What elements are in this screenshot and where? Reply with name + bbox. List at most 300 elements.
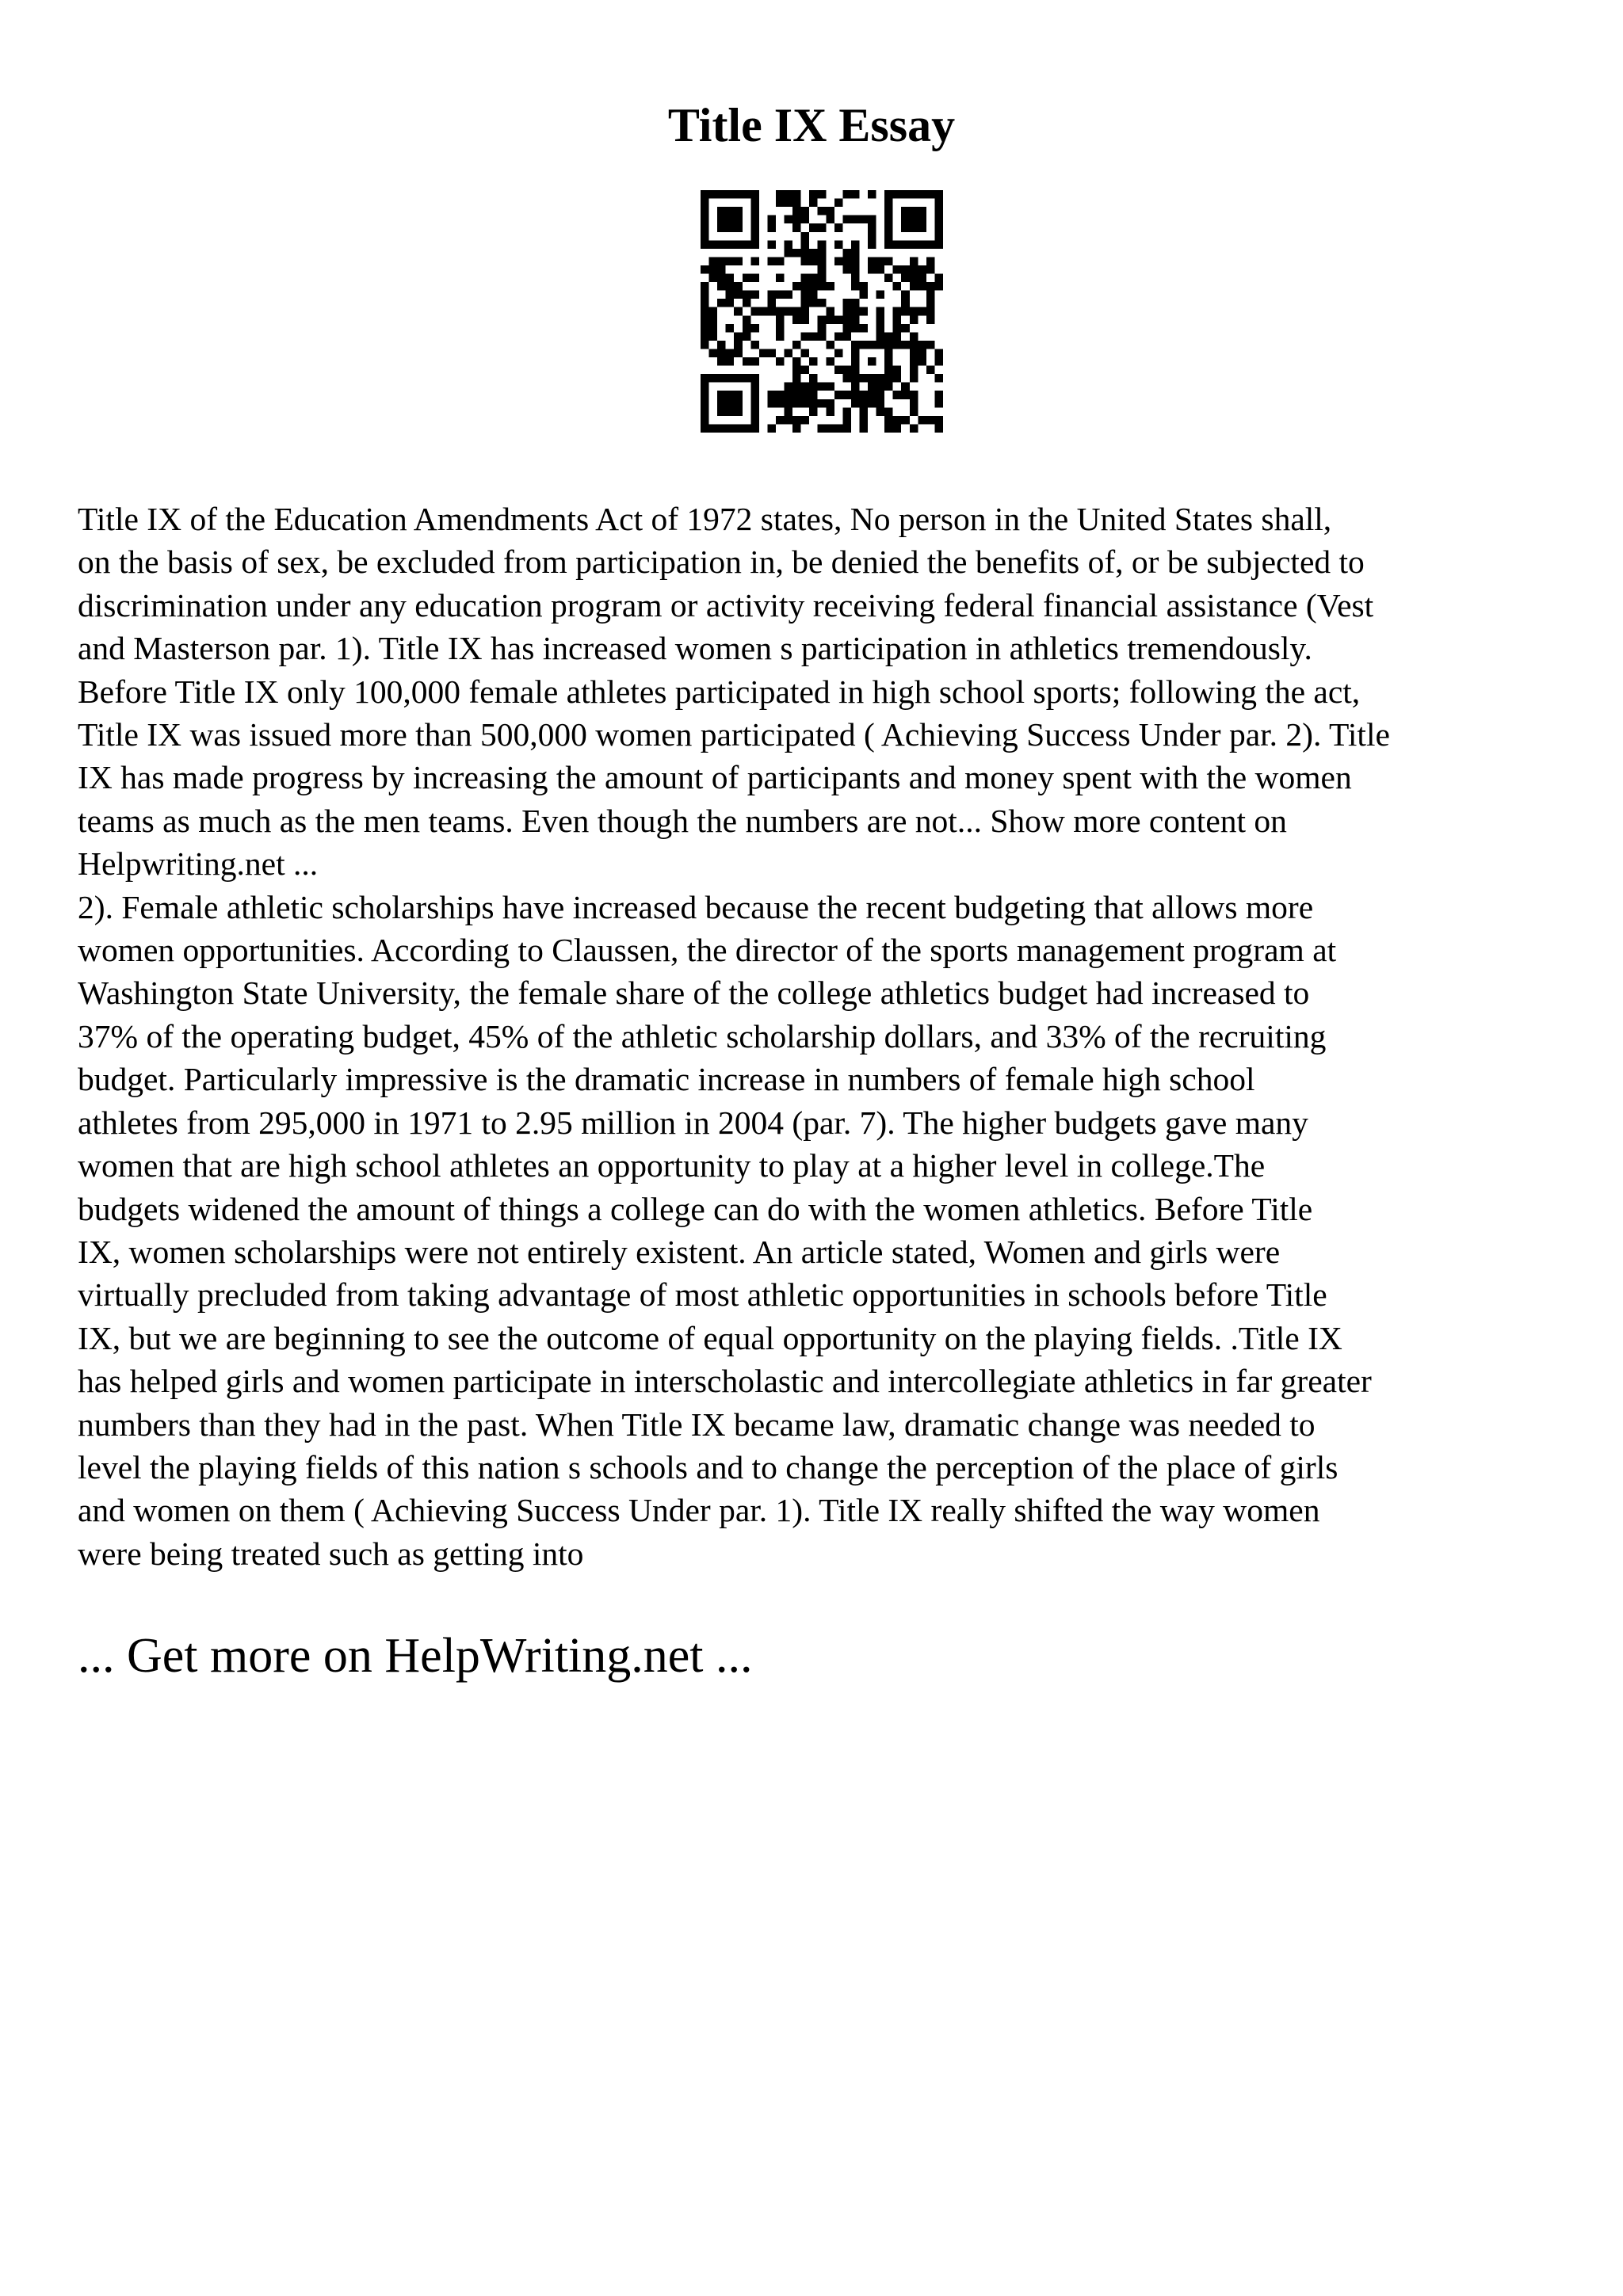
qr-module bbox=[792, 391, 801, 399]
essay-line: 37% of the operating budget, 45% of the athletic scholarship dollars, and 33% of the recruiting bbox=[78, 1017, 1327, 1055]
qr-module bbox=[868, 383, 876, 391]
essay-line: women opportunities. According to Claussen, the director of the sports management program at bbox=[78, 932, 1337, 969]
qr-module bbox=[734, 257, 743, 265]
qr-module bbox=[851, 257, 860, 265]
essay-line: IX, but we are beginning to see the outcome of equal opportunity on the playing fields. .Title IX bbox=[78, 1319, 1342, 1356]
qr-module bbox=[926, 315, 935, 324]
qr-module bbox=[726, 223, 735, 232]
essay-body bbox=[78, 498, 1568, 1575]
qr-module bbox=[901, 223, 910, 232]
qr-module bbox=[709, 324, 718, 333]
qr-module bbox=[809, 199, 818, 208]
qr-module bbox=[893, 307, 902, 316]
qr-module bbox=[792, 223, 801, 232]
qr-module bbox=[826, 341, 834, 349]
qr-module bbox=[868, 391, 876, 399]
qr-module bbox=[726, 207, 735, 215]
qr-module bbox=[884, 232, 893, 241]
qr-module bbox=[717, 274, 726, 283]
qr-module bbox=[734, 374, 743, 383]
qr-module bbox=[743, 240, 751, 249]
qr-module bbox=[859, 215, 868, 224]
qr-module bbox=[792, 357, 801, 366]
qr-module bbox=[785, 399, 793, 408]
qr-module bbox=[851, 215, 860, 224]
qr-module bbox=[801, 332, 810, 341]
qr-module bbox=[851, 357, 860, 366]
qr-module bbox=[701, 291, 709, 299]
qr-module bbox=[801, 399, 810, 408]
qr-module bbox=[884, 416, 893, 425]
qr-module bbox=[767, 399, 776, 408]
qr-module bbox=[743, 291, 751, 299]
qr-module bbox=[859, 324, 868, 333]
qr-module bbox=[726, 407, 735, 416]
qr-module bbox=[734, 207, 743, 215]
qr-module bbox=[767, 215, 776, 224]
qr-module bbox=[859, 424, 868, 433]
qr-module bbox=[801, 383, 810, 391]
essay-line: and women on them ( Achieving Success Under par. 1). Title IX really shifted the way women bbox=[78, 1492, 1320, 1529]
qr-code-icon bbox=[701, 190, 943, 433]
essay-line: numbers than they had in the past. When Title IX became law, dramatic change was needed to bbox=[78, 1405, 1316, 1443]
qr-module bbox=[918, 282, 926, 291]
qr-module bbox=[709, 190, 718, 199]
qr-module bbox=[876, 332, 885, 341]
qr-module bbox=[776, 332, 785, 341]
qr-module bbox=[901, 265, 910, 274]
qr-module bbox=[918, 240, 926, 249]
qr-module bbox=[901, 215, 910, 224]
qr-module bbox=[750, 374, 759, 383]
qr-module bbox=[918, 265, 926, 274]
qr-module bbox=[893, 391, 902, 399]
qr-module bbox=[884, 383, 893, 391]
qr-module bbox=[809, 374, 818, 383]
qr-module bbox=[842, 324, 851, 333]
qr-module bbox=[818, 190, 827, 199]
qr-module bbox=[834, 424, 843, 433]
qr-module bbox=[785, 291, 793, 299]
qr-module bbox=[726, 190, 735, 199]
qr-module bbox=[884, 374, 893, 383]
qr-module bbox=[868, 223, 876, 232]
qr-module bbox=[701, 240, 709, 249]
qr-module bbox=[918, 274, 926, 283]
qr-module bbox=[801, 207, 810, 215]
qr-module bbox=[726, 424, 735, 433]
qr-module bbox=[750, 383, 759, 391]
qr-module bbox=[750, 232, 759, 241]
qr-module bbox=[851, 374, 860, 383]
get-more-link[interactable]: ... Get more on HelpWriting.net ... bbox=[78, 1629, 753, 1683]
qr-module bbox=[717, 223, 726, 232]
qr-module bbox=[792, 249, 801, 257]
qr-module bbox=[750, 399, 759, 408]
essay-line: has helped girls and women participate in interscholastic and intercollegiate athletics in far greater bbox=[78, 1363, 1372, 1400]
qr-module bbox=[893, 374, 902, 383]
qr-module bbox=[734, 349, 743, 357]
qr-module bbox=[767, 307, 776, 316]
qr-module bbox=[934, 215, 943, 224]
qr-module bbox=[884, 240, 893, 249]
qr-module bbox=[876, 324, 885, 333]
qr-module bbox=[792, 399, 801, 408]
qr-module bbox=[801, 215, 810, 224]
essay-line: budget. Particularly impressive is the dramatic increase in numbers of female high school bbox=[78, 1061, 1255, 1098]
qr-module bbox=[709, 424, 718, 433]
essay-line: Helpwriting.net ... bbox=[78, 845, 319, 883]
qr-module bbox=[726, 324, 735, 333]
qr-module bbox=[701, 215, 709, 224]
qr-module bbox=[859, 374, 868, 383]
qr-module bbox=[792, 199, 801, 208]
essay-line: Washington State University, the female share of the college athletics budget had increased to bbox=[78, 974, 1310, 1012]
qr-module bbox=[884, 332, 893, 341]
qr-module bbox=[726, 391, 735, 399]
qr-module bbox=[785, 416, 793, 425]
qr-module bbox=[826, 383, 834, 391]
qr-module bbox=[809, 257, 818, 265]
qr-module bbox=[851, 282, 860, 291]
essay-line: women that are high school athletes an opportunity to play at a higher level in college.The bbox=[78, 1147, 1266, 1184]
qr-module bbox=[910, 240, 918, 249]
qr-module bbox=[893, 416, 902, 425]
qr-module bbox=[801, 282, 810, 291]
qr-module bbox=[901, 391, 910, 399]
qr-module bbox=[826, 215, 834, 224]
qr-module bbox=[759, 349, 768, 357]
qr-module bbox=[918, 416, 926, 425]
qr-module bbox=[876, 341, 885, 349]
qr-module bbox=[842, 257, 851, 265]
essay-line: level the playing fields of this nation s schools and to change the perception of the place of girls bbox=[78, 1448, 1338, 1486]
qr-module bbox=[734, 399, 743, 408]
qr-module bbox=[893, 282, 902, 291]
qr-module bbox=[701, 332, 709, 341]
qr-module bbox=[876, 391, 885, 399]
qr-module bbox=[701, 424, 709, 433]
qr-module bbox=[801, 416, 810, 425]
qr-module bbox=[701, 391, 709, 399]
qr-module bbox=[809, 249, 818, 257]
qr-module bbox=[750, 274, 759, 283]
qr-module bbox=[818, 399, 827, 408]
qr-module bbox=[750, 199, 759, 208]
qr-module bbox=[884, 257, 893, 265]
qr-module bbox=[901, 207, 910, 215]
qr-module bbox=[826, 399, 834, 408]
qr-module bbox=[701, 307, 709, 316]
qr-module bbox=[776, 190, 785, 199]
qr-module bbox=[743, 190, 751, 199]
qr-module bbox=[926, 240, 935, 249]
qr-module bbox=[876, 307, 885, 316]
qr-module bbox=[876, 407, 885, 416]
qr-module bbox=[792, 307, 801, 316]
qr-module bbox=[918, 307, 926, 316]
qr-module bbox=[918, 341, 926, 349]
qr-module bbox=[868, 265, 876, 274]
qr-module bbox=[901, 416, 910, 425]
qr-module bbox=[717, 399, 726, 408]
qr-module bbox=[809, 391, 818, 399]
qr-module bbox=[750, 257, 759, 265]
qr-module bbox=[842, 374, 851, 383]
qr-module bbox=[743, 315, 751, 324]
qr-module bbox=[826, 424, 834, 433]
qr-module bbox=[842, 215, 851, 224]
qr-module bbox=[834, 240, 843, 249]
qr-module bbox=[726, 399, 735, 408]
qr-module bbox=[876, 399, 885, 408]
qr-module bbox=[709, 315, 718, 324]
qr-module bbox=[734, 240, 743, 249]
qr-module bbox=[701, 223, 709, 232]
qr-module bbox=[750, 357, 759, 366]
qr-module bbox=[709, 274, 718, 283]
qr-module bbox=[859, 399, 868, 408]
qr-module bbox=[859, 282, 868, 291]
qr-module bbox=[934, 391, 943, 399]
essay-line: IX has made progress by increasing the amount of participants and money spent with the women bbox=[78, 759, 1352, 796]
qr-module bbox=[801, 257, 810, 265]
qr-module bbox=[893, 324, 902, 333]
qr-module bbox=[717, 190, 726, 199]
qr-module bbox=[868, 374, 876, 383]
qr-module bbox=[842, 265, 851, 274]
qr-module bbox=[767, 391, 776, 399]
qr-module bbox=[801, 240, 810, 249]
qr-module bbox=[884, 349, 893, 357]
qr-module bbox=[776, 391, 785, 399]
qr-module bbox=[743, 424, 751, 433]
qr-module bbox=[910, 315, 918, 324]
qr-module bbox=[801, 249, 810, 257]
qr-module bbox=[876, 383, 885, 391]
qr-module bbox=[893, 332, 902, 341]
qr-module bbox=[717, 349, 726, 357]
qr-module bbox=[785, 199, 793, 208]
qr-module bbox=[734, 307, 743, 316]
qr-module bbox=[701, 315, 709, 324]
essay-line: and Masterson par. 1). Title IX has increased women s participation in athletics tremendously. bbox=[78, 630, 1312, 667]
qr-module bbox=[809, 407, 818, 416]
qr-module bbox=[893, 190, 902, 199]
qr-module bbox=[893, 366, 902, 375]
qr-module bbox=[910, 374, 918, 383]
qr-module bbox=[726, 374, 735, 383]
qr-module bbox=[818, 274, 827, 283]
qr-module bbox=[834, 332, 843, 341]
qr-module bbox=[709, 265, 718, 274]
qr-module bbox=[910, 207, 918, 215]
qr-module bbox=[859, 291, 868, 299]
qr-module bbox=[851, 240, 860, 249]
qr-module bbox=[842, 416, 851, 425]
qr-module bbox=[876, 265, 885, 274]
qr-module bbox=[901, 240, 910, 249]
qr-module bbox=[734, 282, 743, 291]
qr-module bbox=[726, 282, 735, 291]
qr-module bbox=[918, 207, 926, 215]
qr-module bbox=[750, 240, 759, 249]
page-title: Title IX Essay bbox=[667, 99, 956, 151]
qr-module bbox=[743, 299, 751, 307]
qr-module bbox=[767, 257, 776, 265]
qr-module bbox=[776, 416, 785, 425]
qr-module bbox=[701, 199, 709, 208]
essay-line: 2). Female athletic scholarships have increased because the recent budgeting that allows more bbox=[78, 888, 1314, 925]
qr-module bbox=[884, 357, 893, 366]
qr-module bbox=[918, 349, 926, 357]
essay-line: Before Title IX only 100,000 female athletes participated in high school sports; following the act, bbox=[78, 673, 1361, 710]
qr-module bbox=[818, 265, 827, 274]
qr-module bbox=[734, 332, 743, 341]
qr-module bbox=[717, 257, 726, 265]
qr-module bbox=[868, 190, 876, 199]
qr-module bbox=[750, 223, 759, 232]
qr-module bbox=[934, 374, 943, 383]
qr-module bbox=[934, 424, 943, 433]
qr-module bbox=[726, 215, 735, 224]
qr-module bbox=[709, 332, 718, 341]
qr-module bbox=[726, 274, 735, 283]
qr-module bbox=[717, 207, 726, 215]
qr-module bbox=[934, 357, 943, 366]
qr-module bbox=[859, 407, 868, 416]
qr-module bbox=[818, 315, 827, 324]
qr-module bbox=[734, 341, 743, 349]
qr-module bbox=[818, 424, 827, 433]
qr-module bbox=[910, 366, 918, 375]
qr-module bbox=[750, 416, 759, 425]
qr-module bbox=[726, 291, 735, 299]
qr-module bbox=[801, 307, 810, 316]
qr-module bbox=[818, 332, 827, 341]
qr-module bbox=[818, 223, 827, 232]
qr-module bbox=[851, 299, 860, 307]
qr-module bbox=[826, 282, 834, 291]
qr-module bbox=[818, 282, 827, 291]
qr-module bbox=[926, 190, 935, 199]
qr-module bbox=[851, 391, 860, 399]
qr-module bbox=[851, 349, 860, 357]
qr-module bbox=[792, 374, 801, 383]
qr-module bbox=[934, 199, 943, 208]
qr-module bbox=[910, 223, 918, 232]
qr-module bbox=[876, 315, 885, 324]
qr-module bbox=[926, 366, 935, 375]
essay-line: Title IX of the Education Amendments Act of 1972 states, No person in the United States shall, bbox=[78, 501, 1332, 537]
qr-module bbox=[801, 232, 810, 241]
qr-module bbox=[926, 265, 935, 274]
qr-module bbox=[809, 332, 818, 341]
qr-module bbox=[767, 424, 776, 433]
qr-module bbox=[776, 257, 785, 265]
qr-module bbox=[851, 190, 860, 199]
qr-module bbox=[934, 399, 943, 408]
qr-module bbox=[792, 207, 801, 215]
qr-module bbox=[709, 349, 718, 357]
qr-module bbox=[792, 341, 801, 349]
qr-module bbox=[842, 366, 851, 375]
qr-module bbox=[717, 424, 726, 433]
qr-module bbox=[726, 349, 735, 357]
qr-module bbox=[801, 291, 810, 299]
qr-module bbox=[868, 257, 876, 265]
qr-module bbox=[809, 383, 818, 391]
qr-module bbox=[785, 307, 793, 316]
qr-module bbox=[701, 341, 709, 349]
qr-module bbox=[826, 307, 834, 316]
qr-module bbox=[868, 215, 876, 224]
qr-module bbox=[701, 232, 709, 241]
qr-module bbox=[834, 391, 843, 399]
qr-module bbox=[918, 190, 926, 199]
qr-module bbox=[818, 383, 827, 391]
qr-module bbox=[910, 341, 918, 349]
qr-module bbox=[818, 257, 827, 265]
qr-module bbox=[859, 341, 868, 349]
qr-module bbox=[901, 324, 910, 333]
qr-module bbox=[809, 274, 818, 283]
qr-module bbox=[910, 357, 918, 366]
qr-module bbox=[709, 240, 718, 249]
essay-line: discrimination under any education program or activity receiving federal financial assistance (Vest bbox=[78, 586, 1374, 624]
qr-module bbox=[818, 240, 827, 249]
qr-module bbox=[934, 349, 943, 357]
qr-module bbox=[792, 424, 801, 433]
qr-module bbox=[717, 265, 726, 274]
qr-module bbox=[809, 291, 818, 299]
qr-module bbox=[801, 349, 810, 357]
essay-line: IX, women scholarships were not entirely existent. An article stated, Women and girls were bbox=[78, 1233, 1281, 1270]
qr-module bbox=[842, 299, 851, 307]
qr-module bbox=[910, 332, 918, 341]
qr-module bbox=[717, 341, 726, 349]
qr-module bbox=[785, 407, 793, 416]
qr-module bbox=[818, 324, 827, 333]
qr-module bbox=[726, 357, 735, 366]
qr-module bbox=[926, 416, 935, 425]
qr-module bbox=[767, 349, 776, 357]
qr-module bbox=[910, 307, 918, 316]
qr-module bbox=[851, 265, 860, 274]
qr-module bbox=[826, 207, 834, 215]
qr-module bbox=[834, 315, 843, 324]
qr-module bbox=[926, 282, 935, 291]
qr-module bbox=[918, 223, 926, 232]
qr-module bbox=[910, 274, 918, 283]
qr-module bbox=[926, 257, 935, 265]
qr-module bbox=[876, 257, 885, 265]
qr-module bbox=[709, 257, 718, 265]
qr-module bbox=[884, 341, 893, 349]
qr-module bbox=[851, 341, 860, 349]
qr-module bbox=[809, 357, 818, 366]
qr-module bbox=[859, 391, 868, 399]
essay-line: teams as much as the men teams. Even though the numbers are not... Show more content on bbox=[78, 802, 1287, 839]
qr-module bbox=[868, 232, 876, 241]
qr-module bbox=[785, 240, 793, 249]
qr-module bbox=[876, 374, 885, 383]
qr-module bbox=[750, 307, 759, 316]
qr-module bbox=[776, 357, 785, 366]
qr-module bbox=[934, 207, 943, 215]
qr-module bbox=[776, 324, 785, 333]
qr-module bbox=[842, 332, 851, 341]
